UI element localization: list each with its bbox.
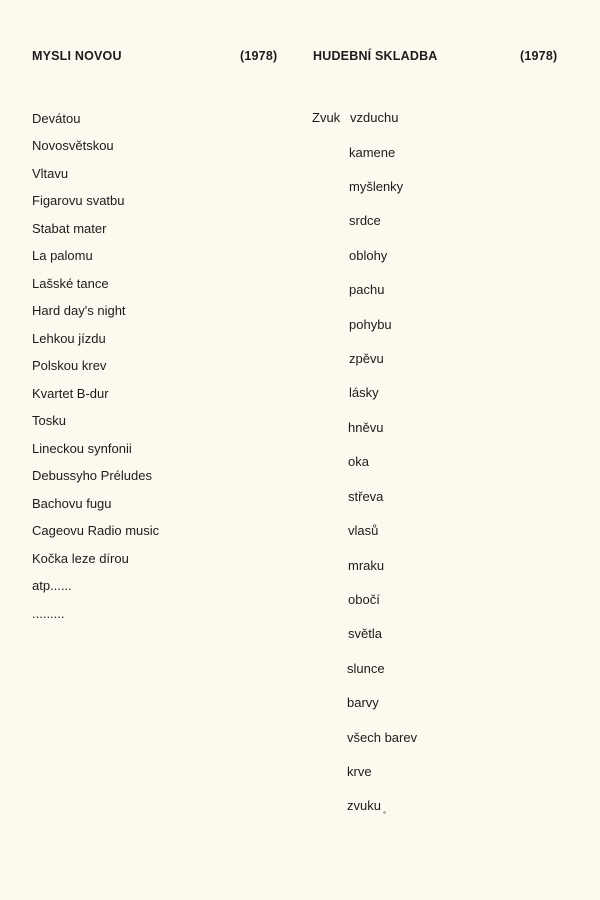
- poem-line: Hard day's night: [32, 303, 126, 318]
- poem-line: Vltavu: [32, 166, 69, 181]
- poem-line: pohybu: [349, 317, 392, 332]
- poem-line: zpěvu: [349, 351, 384, 366]
- poem-line: Lehkou jízdu: [32, 331, 106, 346]
- poem-line: La palomu: [32, 248, 93, 263]
- poem-line: pachu: [349, 282, 385, 297]
- poem-line: Stabat mater: [32, 221, 107, 236]
- poem-line: Novosvětskou: [32, 138, 114, 153]
- poem-line: atp......: [32, 578, 72, 593]
- poem-line: lásky: [349, 385, 379, 400]
- poem-line: barvy: [347, 695, 379, 710]
- poem-line: myšlenky: [349, 179, 404, 194]
- poem-line: zvuku: [347, 798, 381, 813]
- poem-line: obočí: [348, 592, 380, 607]
- right-poem-title: HUDEBNÍ SKLADBA: [313, 49, 438, 63]
- poem-line: Debussyho Préludes: [32, 468, 152, 483]
- poem-line: .........: [32, 606, 65, 621]
- poem-line: vlasů: [348, 523, 379, 538]
- poem-line: všech barev: [347, 730, 418, 745]
- poem-line: Cageovu Radio music: [32, 523, 160, 538]
- paper-speck: [383, 811, 386, 814]
- poem-line: krve: [347, 764, 372, 779]
- poem-line: Lineckou synfonii: [32, 441, 132, 456]
- poem-line: mraku: [348, 558, 385, 573]
- right-poem-prefix: Zvuk: [312, 110, 341, 125]
- poem-line: střeva: [348, 489, 384, 504]
- left-poem-title: MYSLI NOVOU: [32, 49, 122, 63]
- poem-line: oblohy: [349, 248, 388, 263]
- poem-line: srdce: [349, 213, 381, 228]
- poem-line: Tosku: [32, 413, 66, 428]
- poem-line: oka: [348, 454, 369, 469]
- left-poem-year: (1978): [240, 49, 278, 63]
- poem-line: Kvartet B-dur: [32, 386, 109, 401]
- poem-line: vzduchu: [350, 110, 399, 125]
- poem-line: Kočka leze dírou: [32, 551, 129, 566]
- poem-line: slunce: [347, 661, 385, 676]
- poem-line: Figarovu svatbu: [32, 193, 125, 208]
- right-poem-year: (1978): [520, 49, 558, 63]
- poem-line: kamene: [349, 145, 396, 160]
- poem-line: Devátou: [32, 111, 81, 126]
- poem-line: hněvu: [348, 420, 384, 435]
- poem-line: Lašské tance: [32, 276, 109, 291]
- poem-line: Bachovu fugu: [32, 496, 112, 511]
- poem-line: Polskou krev: [32, 358, 107, 373]
- poem-line: světla: [348, 626, 382, 641]
